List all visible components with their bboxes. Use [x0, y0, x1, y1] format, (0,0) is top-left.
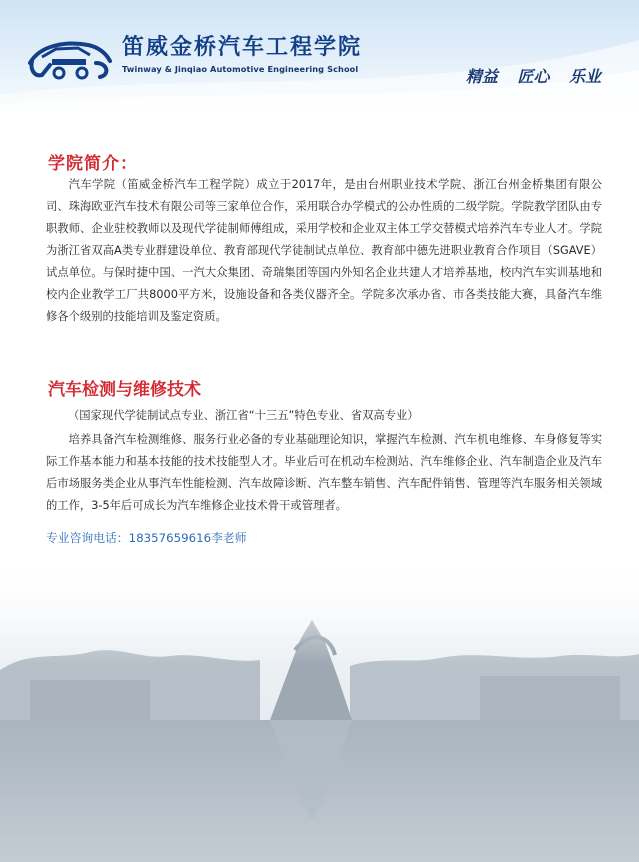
major-paragraph: 培养具备汽车检测维修、服务行业必备的专业基础理论知识，掌握汽车检测、汽车机电维修、车身修复等实际工作基本能力和基本技能的技术技能型人才。毕业后可在机动车检测站、汽车维修企业、汽车制造企业及汽车后市场服务类企业从事汽车性能检测、汽车故障诊断、汽车整车销售、汽车配件销售、管理等汽车服务相关领域的工作，3-5年后可成长为汽车维修企业技术骨干或管理者。 [46, 433, 602, 512]
major-subtitle: （国家现代学徒制试点专业、浙江省“十三五”特色专业、省双高专业） [68, 409, 419, 422]
contact-phone: 专业咨询电话：18357659616李老师 [46, 531, 247, 545]
school-motto: 精益 匠心 乐业 [465, 67, 601, 86]
car-logo-icon [26, 33, 112, 81]
header-banner [0, 0, 639, 112]
school-name-chinese: 笛威金桥汽车工程学院 [122, 35, 363, 60]
intro-heading: 学院简介： [48, 154, 138, 174]
intro-paragraph: 汽车学院（笛威金桥汽车工程学院）成立于2017年，是由台州职业技术学院、浙江台州金桥集团有限公司、珠海欧亚汽车技术有限公司等三家单位合作，采用联合办学模式的公办性质的二级学院。学院教学团队由专职教师、企业驻校教师以及现代学徒制师傅组成，采用学校和企业双主体工学交替模式培养汽车专业人才。学院为浙江省双高A类专业群建设单位、教育部现代学徒制试点单位、教育部中德先进职业教育合作项目（SGAVE）试点单位。与保时捷中国、一汽大众集团、奇瑞集团等国内外知名企业共建人才培养基地，校内汽车实训基地和校内企业教学工厂共8000平方米，设施设备和各类仪器齐全。学院多次承办省、市各类技能大赛，具备汽车维修各个级别的技能培训及鉴定资质。 [46, 178, 602, 323]
campus-background-photo [0, 560, 639, 862]
school-name-english: Twinway & Jinqiao Automotive Engineering School [122, 64, 359, 74]
major-heading: 汽车检测与维修技术 [48, 380, 201, 400]
